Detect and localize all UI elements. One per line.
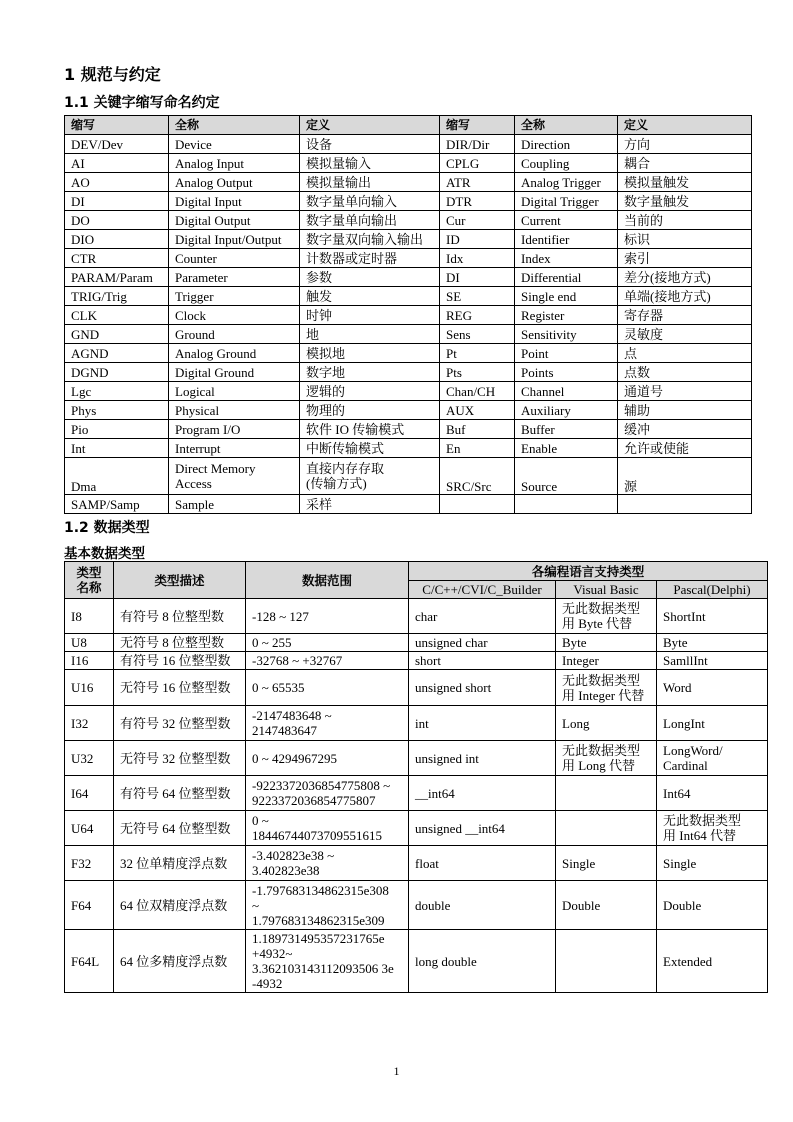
keyword-cell-definition-2: 单端(接地方式) bbox=[618, 287, 752, 306]
keyword-cell-abbr: Dma bbox=[65, 458, 169, 495]
range-cell-line: -1.797683134862315e308 bbox=[252, 882, 389, 898]
keyword-cell-fullname: Digital Input bbox=[169, 192, 300, 211]
type-name-cell: I16 bbox=[65, 652, 114, 670]
type-desc-cell: 64 位双精度浮点数 bbox=[114, 881, 246, 930]
keyword-cell-definition-2: 源 bbox=[618, 458, 752, 495]
type-desc-cell: 无符号 32 位整型数 bbox=[114, 741, 246, 776]
keyword-cell-fullname: Analog Output bbox=[169, 173, 300, 192]
pascal-type-cell bbox=[657, 811, 768, 846]
vb-type-cell bbox=[556, 741, 657, 776]
keyword-cell-abbr: AI bbox=[65, 154, 169, 173]
keyword-row bbox=[65, 230, 752, 249]
fullname-line2: Access bbox=[175, 476, 212, 491]
keyword-cell-abbr-2 bbox=[440, 495, 515, 514]
pascal-type-cell-line: SamllInt bbox=[663, 653, 708, 668]
datatype-table bbox=[64, 561, 768, 993]
range-cell-line: -4932 bbox=[252, 976, 283, 991]
keyword-cell-definition: 模拟量输入 bbox=[300, 154, 440, 173]
keyword-cell-fullname: Digital Output bbox=[169, 211, 300, 230]
keyword-cell-definition: 模拟量输出 bbox=[300, 173, 440, 192]
keyword-row bbox=[65, 363, 752, 382]
datatype-row bbox=[65, 846, 768, 881]
type-name-cell: U32 bbox=[65, 741, 114, 776]
range-cell-line: -128 ~ 127 bbox=[252, 608, 309, 624]
keyword-cell-fullname-2 bbox=[515, 495, 618, 514]
pascal-type-cell bbox=[657, 930, 768, 993]
datatype-row bbox=[65, 881, 768, 930]
keyword-cell-abbr-2: SRC/Src bbox=[440, 458, 515, 495]
keyword-row bbox=[65, 135, 752, 154]
keyword-cell-fullname: Program I/O bbox=[169, 420, 300, 439]
pascal-type-cell-line: 用 Int64 代替 bbox=[663, 828, 736, 843]
header-abbr: 缩写 bbox=[65, 116, 169, 135]
pascal-type-cell bbox=[657, 776, 768, 811]
keyword-cell-definition: 参数 bbox=[300, 268, 440, 287]
type-name-cell: I8 bbox=[65, 599, 114, 634]
keyword-cell-fullname: Sample bbox=[169, 495, 300, 514]
keyword-cell-fullname-2: Digital Trigger bbox=[515, 192, 618, 211]
header-definition: 定义 bbox=[300, 116, 440, 135]
keyword-row bbox=[65, 154, 752, 173]
keyword-row bbox=[65, 382, 752, 401]
keyword-cell-fullname-2: Current bbox=[515, 211, 618, 230]
datatype-row bbox=[65, 741, 768, 776]
pascal-type-cell bbox=[657, 741, 768, 776]
keyword-cell-definition: 触发 bbox=[300, 287, 440, 306]
keyword-cell-definition: 逻辑的 bbox=[300, 382, 440, 401]
type-desc-cell: 无符号 16 位整型数 bbox=[114, 670, 246, 706]
keyword-cell-abbr-2: Cur bbox=[440, 211, 515, 230]
pascal-type-cell-line: Single bbox=[663, 855, 697, 871]
range-cell bbox=[246, 670, 409, 706]
keyword-cell-abbr-2: Pts bbox=[440, 363, 515, 382]
vb-type-cell-line: 无此数据类型 bbox=[562, 672, 641, 688]
header-vb: Visual Basic bbox=[556, 581, 657, 599]
vb-type-cell bbox=[556, 670, 657, 706]
header-type-name-line1: 类型 bbox=[76, 565, 102, 580]
type-name-cell: U16 bbox=[65, 670, 114, 706]
type-name-cell: U64 bbox=[65, 811, 114, 846]
pascal-type-cell-line: Byte bbox=[663, 635, 688, 650]
keyword-row-dma bbox=[65, 458, 752, 495]
vb-type-cell bbox=[556, 930, 657, 993]
keyword-cell-fullname-2: Buffer bbox=[515, 420, 618, 439]
keyword-cell-abbr-2: Chan/CH bbox=[440, 382, 515, 401]
keyword-cell-abbr-2: Buf bbox=[440, 420, 515, 439]
keyword-cell-fullname: Clock bbox=[169, 306, 300, 325]
header-abbr-2: 缩写 bbox=[440, 116, 515, 135]
c-type-cell: unsigned __int64 bbox=[409, 811, 556, 846]
range-cell-line: -2147483648 ~ bbox=[252, 708, 332, 723]
vb-type-cell-line: 无此数据类型 bbox=[562, 601, 641, 616]
vb-type-cell-line: Integer bbox=[562, 653, 599, 668]
keyword-row bbox=[65, 344, 752, 363]
keyword-cell-fullname-2: Source bbox=[515, 458, 618, 495]
keyword-cell-definition: 模拟地 bbox=[300, 344, 440, 363]
type-name-cell: F32 bbox=[65, 846, 114, 881]
vb-type-cell-line: 用 Long 代替 bbox=[562, 758, 635, 773]
keyword-cell-abbr-2: DIR/Dir bbox=[440, 135, 515, 154]
keyword-row bbox=[65, 401, 752, 420]
keyword-cell-abbr: GND bbox=[65, 325, 169, 344]
keyword-cell-fullname-2: Coupling bbox=[515, 154, 618, 173]
datatype-row bbox=[65, 634, 768, 652]
range-cell-line: 3.402823e38 bbox=[252, 863, 320, 878]
range-cell-line: -3.402823e38 ~ bbox=[252, 848, 335, 863]
range-cell-line: 0 ~ 255 bbox=[252, 635, 292, 650]
pascal-type-cell bbox=[657, 670, 768, 706]
keyword-row bbox=[65, 439, 752, 458]
keyword-cell-definition: 数字量单向输入 bbox=[300, 192, 440, 211]
keyword-cell-definition-2: 当前的 bbox=[618, 211, 752, 230]
vb-type-cell-line: Long bbox=[562, 715, 590, 731]
vb-type-cell bbox=[556, 599, 657, 634]
keyword-cell-definition: 数字量单向输出 bbox=[300, 211, 440, 230]
keyword-cell-abbr: SAMP/Samp bbox=[65, 495, 169, 514]
keyword-cell-definition-2: 耦合 bbox=[618, 154, 752, 173]
keyword-cell-definition: 时钟 bbox=[300, 306, 440, 325]
header-range: 数据范围 bbox=[246, 562, 409, 599]
keyword-cell-definition-2: 寄存器 bbox=[618, 306, 752, 325]
type-name-cell: I32 bbox=[65, 706, 114, 741]
keyword-cell-abbr: AGND bbox=[65, 344, 169, 363]
keyword-cell-abbr: DO bbox=[65, 211, 169, 230]
vb-type-cell-line: Single bbox=[562, 855, 596, 871]
subsection-basic-types: 基本数据类型 bbox=[64, 546, 145, 562]
keyword-cell-abbr-2: CPLG bbox=[440, 154, 515, 173]
type-desc-cell: 64 位多精度浮点数 bbox=[114, 930, 246, 993]
type-desc-cell: 无符号 8 位整型数 bbox=[114, 634, 246, 652]
keyword-cell-abbr: DI bbox=[65, 192, 169, 211]
header-type-name-line2: 名称 bbox=[76, 580, 102, 595]
range-cell bbox=[246, 846, 409, 881]
c-type-cell: long double bbox=[409, 930, 556, 993]
datatype-row bbox=[65, 776, 768, 811]
keyword-cell-fullname-2: Identifier bbox=[515, 230, 618, 249]
keyword-row bbox=[65, 287, 752, 306]
keyword-cell-definition: 中断传输模式 bbox=[300, 439, 440, 458]
keyword-cell-definition: 采样 bbox=[300, 495, 440, 514]
keyword-row bbox=[65, 211, 752, 230]
keyword-cell-definition: 地 bbox=[300, 325, 440, 344]
pascal-type-cell bbox=[657, 846, 768, 881]
keyword-cell-definition-2: 模拟量触发 bbox=[618, 173, 752, 192]
datatype-row bbox=[65, 599, 768, 634]
header-lang-support: 各编程语言支持类型 bbox=[409, 562, 768, 581]
keyword-cell-fullname-2: Analog Trigger bbox=[515, 173, 618, 192]
c-type-cell: double bbox=[409, 881, 556, 930]
keyword-cell-fullname-2: Register bbox=[515, 306, 618, 325]
keyword-cell-fullname: Parameter bbox=[169, 268, 300, 287]
keyword-cell-fullname: Interrupt bbox=[169, 439, 300, 458]
keyword-cell-abbr: DIO bbox=[65, 230, 169, 249]
header-type-desc: 类型描述 bbox=[114, 562, 246, 599]
keyword-row bbox=[65, 249, 752, 268]
c-type-cell: unsigned short bbox=[409, 670, 556, 706]
keyword-cell-fullname-2: Channel bbox=[515, 382, 618, 401]
keyword-cell-definition: 数字量双向输入输出 bbox=[300, 230, 440, 249]
pascal-type-cell-line: LongInt bbox=[663, 715, 705, 731]
vb-type-cell bbox=[556, 652, 657, 670]
keyword-cell-definition-2: 允许或使能 bbox=[618, 439, 752, 458]
keyword-cell-abbr-2: ID bbox=[440, 230, 515, 249]
c-type-cell: int bbox=[409, 706, 556, 741]
keyword-cell-abbr-2: REG bbox=[440, 306, 515, 325]
datatype-row bbox=[65, 670, 768, 706]
section-keywords-title: 1.1 关键字缩写命名约定 bbox=[64, 95, 220, 111]
header-definition-2: 定义 bbox=[618, 116, 752, 135]
range-cell-line: 0 ~ 65535 bbox=[252, 680, 305, 695]
keyword-cell-fullname-2: Sensitivity bbox=[515, 325, 618, 344]
page-number: 1 bbox=[393, 1064, 400, 1078]
keyword-cell-abbr: Phys bbox=[65, 401, 169, 420]
vb-type-cell bbox=[556, 634, 657, 652]
keyword-cell-definition: 软件 IO 传输模式 bbox=[300, 420, 440, 439]
keyword-cell-definition: 计数器或定时器 bbox=[300, 249, 440, 268]
keyword-row bbox=[65, 325, 752, 344]
datatype-row bbox=[65, 930, 768, 993]
header-c: C/C++/CVI/C_Builder bbox=[409, 581, 556, 599]
pascal-type-cell bbox=[657, 599, 768, 634]
c-type-cell: char bbox=[409, 599, 556, 634]
keyword-cell-definition-2: 点 bbox=[618, 344, 752, 363]
range-cell bbox=[246, 706, 409, 741]
datatype-row bbox=[65, 652, 768, 670]
range-cell bbox=[246, 811, 409, 846]
keyword-cell-abbr-2: En bbox=[440, 439, 515, 458]
range-cell-line: 18446744073709551615 bbox=[252, 828, 382, 843]
pascal-type-cell bbox=[657, 881, 768, 930]
datatype-row bbox=[65, 706, 768, 741]
keyword-cell-fullname-2: Enable bbox=[515, 439, 618, 458]
keyword-cell-abbr: Lgc bbox=[65, 382, 169, 401]
c-type-cell: short bbox=[409, 652, 556, 670]
keyword-cell-abbr: PARAM/Param bbox=[65, 268, 169, 287]
range-cell bbox=[246, 634, 409, 652]
keyword-cell-fullname bbox=[169, 458, 300, 495]
vb-type-cell-line: 无此数据类型 bbox=[562, 743, 641, 758]
pascal-type-cell bbox=[657, 634, 768, 652]
type-desc-cell: 无符号 64 位整型数 bbox=[114, 811, 246, 846]
type-name-cell: F64L bbox=[65, 930, 114, 993]
pascal-type-cell-line: ShortInt bbox=[663, 608, 706, 624]
keyword-row bbox=[65, 420, 752, 439]
pascal-type-cell-line: Double bbox=[663, 897, 702, 913]
pascal-type-cell bbox=[657, 706, 768, 741]
range-cell-line: 1.189731495357231765e bbox=[252, 931, 385, 946]
type-desc-cell: 有符号 8 位整型数 bbox=[114, 599, 246, 634]
vb-type-cell-line: 用 Byte 代替 bbox=[562, 616, 633, 631]
c-type-cell: float bbox=[409, 846, 556, 881]
range-cell bbox=[246, 881, 409, 930]
vb-type-cell-line: 用 Integer 代替 bbox=[562, 687, 645, 703]
keyword-cell-fullname-2: Index bbox=[515, 249, 618, 268]
type-name-cell: F64 bbox=[65, 881, 114, 930]
keyword-cell-abbr-2: AUX bbox=[440, 401, 515, 420]
keyword-cell-definition: 数字地 bbox=[300, 363, 440, 382]
keyword-cell-abbr: Pio bbox=[65, 420, 169, 439]
pascal-type-cell-line: Int64 bbox=[663, 785, 691, 801]
heading-1: 1 规范与约定 bbox=[64, 65, 161, 84]
pascal-type-cell-line: Word bbox=[663, 680, 692, 695]
keyword-cell-fullname-2: Single end bbox=[515, 287, 618, 306]
keyword-cell-abbr-2: ATR bbox=[440, 173, 515, 192]
vb-type-cell bbox=[556, 846, 657, 881]
keyword-cell-definition: 物理的 bbox=[300, 401, 440, 420]
keyword-cell-definition-2: 数字量触发 bbox=[618, 192, 752, 211]
keyword-cell-abbr-2: Sens bbox=[440, 325, 515, 344]
keyword-cell-abbr-2: DTR bbox=[440, 192, 515, 211]
range-cell-line: 0 ~ 4294967295 bbox=[252, 750, 338, 766]
pascal-type-cell bbox=[657, 652, 768, 670]
range-cell-line: +4932~ bbox=[252, 946, 293, 961]
header-fullname-2: 全称 bbox=[515, 116, 618, 135]
keyword-cell-definition-2: 通道号 bbox=[618, 382, 752, 401]
keyword-cell-definition-2: 缓冲 bbox=[618, 420, 752, 439]
keyword-cell-abbr-2: Pt bbox=[440, 344, 515, 363]
keyword-cell-fullname: Analog Ground bbox=[169, 344, 300, 363]
keyword-cell-abbr: CTR bbox=[65, 249, 169, 268]
c-type-cell: unsigned char bbox=[409, 634, 556, 652]
keyword-cell-definition-2: 灵敏度 bbox=[618, 325, 752, 344]
range-cell bbox=[246, 930, 409, 993]
vb-type-cell bbox=[556, 776, 657, 811]
keyword-cell-definition bbox=[300, 458, 440, 495]
keyword-cell-fullname: Logical bbox=[169, 382, 300, 401]
type-name-cell: U8 bbox=[65, 634, 114, 652]
keyword-cell-fullname-2: Point bbox=[515, 344, 618, 363]
keyword-cell-fullname-2: Points bbox=[515, 363, 618, 382]
vb-type-cell-line: Byte bbox=[562, 635, 587, 650]
range-cell-line: 9223372036854775807 bbox=[252, 793, 376, 808]
pascal-type-cell-line: Extended bbox=[663, 953, 713, 969]
keyword-cell-abbr-2: DI bbox=[440, 268, 515, 287]
keyword-cell-definition-2: 差分(接地方式) bbox=[618, 268, 752, 287]
c-type-cell: unsigned int bbox=[409, 741, 556, 776]
keyword-cell-abbr-2: SE bbox=[440, 287, 515, 306]
keyword-cell-abbr-2: Idx bbox=[440, 249, 515, 268]
keyword-cell-fullname: Physical bbox=[169, 401, 300, 420]
range-cell bbox=[246, 776, 409, 811]
keyword-cell-abbr: TRIG/Trig bbox=[65, 287, 169, 306]
type-name-cell: I64 bbox=[65, 776, 114, 811]
keyword-cell-abbr: Int bbox=[65, 439, 169, 458]
pascal-type-cell-line: 无此数据类型 bbox=[663, 813, 742, 828]
keyword-cell-definition-2: 索引 bbox=[618, 249, 752, 268]
keyword-cell-abbr: CLK bbox=[65, 306, 169, 325]
keyword-row bbox=[65, 495, 752, 514]
keyword-cell-definition-2: 辅助 bbox=[618, 401, 752, 420]
range-cell bbox=[246, 741, 409, 776]
keyword-cell-abbr: AO bbox=[65, 173, 169, 192]
range-cell-line: -32768 ~ +32767 bbox=[252, 653, 343, 668]
pascal-type-cell-line: LongWord/ bbox=[663, 743, 723, 758]
keyword-cell-fullname-2: Differential bbox=[515, 268, 618, 287]
vb-type-cell bbox=[556, 811, 657, 846]
keyword-cell-definition-2: 方向 bbox=[618, 135, 752, 154]
range-cell bbox=[246, 599, 409, 634]
pascal-type-cell-line: Cardinal bbox=[663, 758, 708, 773]
vb-type-cell-line: Double bbox=[562, 897, 601, 913]
keyword-cell-abbr: DEV/Dev bbox=[65, 135, 169, 154]
definition-line2: (传输方式) bbox=[306, 476, 367, 491]
keyword-cell-definition: 设备 bbox=[300, 135, 440, 154]
c-type-cell: __int64 bbox=[409, 776, 556, 811]
header-fullname: 全称 bbox=[169, 116, 300, 135]
keyword-cell-fullname: Ground bbox=[169, 325, 300, 344]
range-cell-line: 3.362103143112093506 3e bbox=[252, 961, 394, 976]
range-cell-line: 0 ~ bbox=[252, 813, 269, 828]
section-datatypes-title: 1.2 数据类型 bbox=[64, 520, 150, 536]
range-cell-line: -9223372036854775808 ~ bbox=[252, 778, 391, 793]
keyword-table bbox=[64, 115, 752, 514]
range-cell-line: 1.797683134862315e309 bbox=[252, 912, 385, 928]
keyword-cell-definition-2: 点数 bbox=[618, 363, 752, 382]
header-type-name bbox=[65, 562, 114, 599]
type-desc-cell: 32 位单精度浮点数 bbox=[114, 846, 246, 881]
keyword-cell-fullname: Device bbox=[169, 135, 300, 154]
keyword-cell-definition-2: 标识 bbox=[618, 230, 752, 249]
keyword-row bbox=[65, 192, 752, 211]
range-cell bbox=[246, 652, 409, 670]
header-pascal: Pascal(Delphi) bbox=[657, 581, 768, 599]
keyword-cell-definition-2 bbox=[618, 495, 752, 514]
keyword-row bbox=[65, 306, 752, 325]
keyword-cell-fullname: Counter bbox=[169, 249, 300, 268]
keyword-cell-fullname: Analog Input bbox=[169, 154, 300, 173]
vb-type-cell bbox=[556, 706, 657, 741]
type-desc-cell: 有符号 32 位整型数 bbox=[114, 706, 246, 741]
type-desc-cell: 有符号 64 位整型数 bbox=[114, 776, 246, 811]
keyword-cell-fullname-2: Direction bbox=[515, 135, 618, 154]
range-cell-line: 2147483647 bbox=[252, 723, 317, 738]
keyword-row bbox=[65, 268, 752, 287]
definition-line1: 直接内存存取 bbox=[306, 461, 385, 476]
range-cell-line: ~ bbox=[252, 897, 260, 913]
keyword-table-header bbox=[65, 116, 752, 135]
fullname-line1: Direct Memory bbox=[175, 461, 256, 476]
keyword-cell-fullname-2: Auxiliary bbox=[515, 401, 618, 420]
datatype-row bbox=[65, 811, 768, 846]
vb-type-cell bbox=[556, 881, 657, 930]
keyword-row bbox=[65, 173, 752, 192]
keyword-cell-fullname: Trigger bbox=[169, 287, 300, 306]
type-desc-cell: 有符号 16 位整型数 bbox=[114, 652, 246, 670]
keyword-cell-fullname: Digital Ground bbox=[169, 363, 300, 382]
keyword-cell-abbr: DGND bbox=[65, 363, 169, 382]
keyword-cell-fullname: Digital Input/Output bbox=[169, 230, 300, 249]
